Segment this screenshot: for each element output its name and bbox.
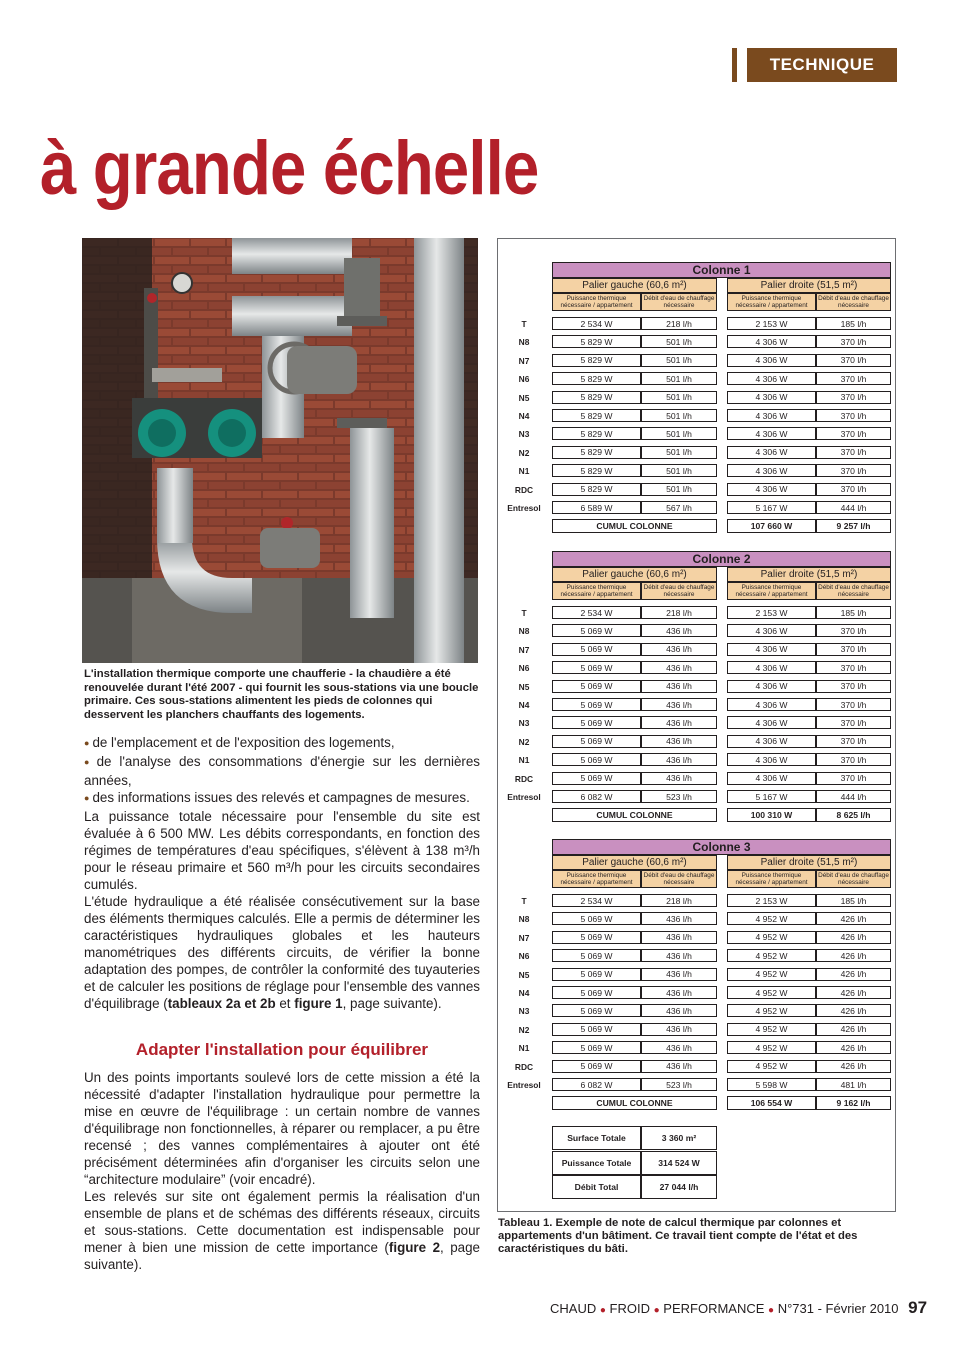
table-cell: 436 l/h	[641, 661, 717, 674]
paragraph	[84, 1188, 480, 1273]
table-cell: 4 952 W	[727, 1023, 816, 1036]
total-label: Surface Totale	[552, 1126, 641, 1150]
page-headline: à grande échelle	[40, 126, 539, 211]
row-label: N7	[518, 932, 530, 943]
body-text-block-1	[84, 734, 480, 1012]
table-cell: 5 069 W	[552, 912, 641, 925]
table-cell: 481 l/h	[816, 1078, 891, 1091]
row-label: N4	[518, 411, 530, 421]
table-cell: 5 069 W	[552, 772, 641, 785]
table-cell: 5 069 W	[552, 968, 641, 981]
sub-header: Puissance thermique nécessaire / appartement	[552, 582, 641, 600]
footer-word: PERFORMANCE	[663, 1301, 765, 1316]
paragraph-text: L'étude hydraulique a été réalisée consécutivement sur la base des éléments thermiques calculés. Elle a permis de déterminer les caractéristiques hydrauliques globales et les hauteurs manométriques des différents circuits, de vérifier la bonne adaptation des pompes, de contrôler la conformité des tuyauteries et de calculer les positions de réglage pour l'ensemble des vannes d'équilibrage (	[84, 894, 480, 1011]
row-label: N3	[518, 1006, 530, 1017]
table-cell: 436 l/h	[641, 949, 717, 962]
table-cell: 436 l/h	[641, 912, 717, 925]
table-cell: 523 l/h	[641, 1078, 717, 1091]
row-label: T	[521, 319, 527, 329]
table-cell: 5 069 W	[552, 735, 641, 748]
table-cell: 370 l/h	[816, 680, 891, 693]
table-cell: 6 082 W	[552, 790, 641, 803]
table-cell: 4 306 W	[727, 772, 816, 785]
table-cell: 5 069 W	[552, 753, 641, 766]
sub-header: Débit d'eau de chauffage nécessaire	[641, 870, 717, 888]
table-cell: 426 l/h	[816, 1041, 891, 1054]
row-label: N2	[518, 447, 530, 458]
table-cell: 370 l/h	[816, 409, 891, 422]
row-label: RDC	[514, 484, 534, 495]
cumul-puissance: 100 310 W	[727, 808, 816, 822]
table-cell: 5 069 W	[552, 931, 641, 944]
cumul-label: CUMUL COLONNE	[552, 519, 717, 533]
table-cell: 5 829 W	[552, 354, 641, 367]
table-cell: 523 l/h	[641, 790, 717, 803]
row-label: N7	[518, 355, 530, 366]
table-cell: 2 153 W	[727, 894, 816, 907]
table-cell: 370 l/h	[816, 698, 891, 711]
table-caption: Tableau 1. Exemple de note de calcul thermique par colonnes et appartements d'un bâtiment. Ce travail tient compte de l'état et des caractéristiques du bâti.	[498, 1217, 858, 1255]
table-cell: 370 l/h	[816, 643, 891, 656]
palier-right-header: Palier droite (51,5 m²)	[727, 855, 891, 870]
table-cell: 370 l/h	[816, 483, 891, 496]
table-cell: 4 306 W	[727, 680, 816, 693]
table-cell: 2 534 W	[552, 606, 641, 619]
row-label: N5	[518, 969, 530, 980]
cumul-label: CUMUL COLONNE	[552, 808, 717, 822]
table-cell: 4 306 W	[727, 354, 816, 367]
row-label: N6	[518, 374, 530, 385]
table-cell: 444 l/h	[816, 790, 891, 803]
table-cell: 4 306 W	[727, 698, 816, 711]
table-cell: 501 l/h	[641, 427, 717, 440]
table-cell: 4 952 W	[727, 1041, 816, 1054]
table-cell: 370 l/h	[816, 624, 891, 637]
cumul-debit: 8 625 l/h	[816, 808, 891, 822]
sub-header: Débit d'eau de chauffage nécessaire	[816, 293, 891, 311]
row-label: N4	[518, 988, 530, 998]
table-cell: 4 952 W	[727, 931, 816, 944]
footer-word: CHAUD	[550, 1301, 597, 1316]
table-cell: 370 l/h	[816, 446, 891, 459]
section-subheading: Adapter l'installation pour équilibrer	[135, 1040, 429, 1059]
figure-reference: figure 2	[388, 1240, 441, 1255]
table-cell: 370 l/h	[816, 716, 891, 729]
paragraph-text: , page suivante).	[84, 1240, 480, 1272]
table-cell: 2 153 W	[727, 317, 816, 330]
cumul-label: CUMUL COLONNE	[552, 1096, 717, 1110]
table-cell: 5 069 W	[552, 698, 641, 711]
table-cell: 370 l/h	[816, 661, 891, 674]
bullet-item: ● des informations issues des relevés et campagnes de mesures.	[84, 789, 480, 808]
table-cell: 4 306 W	[727, 446, 816, 459]
table-cell: 5 069 W	[552, 661, 641, 674]
table-cell: 4 952 W	[727, 986, 816, 999]
table-cell: 501 l/h	[641, 391, 717, 404]
table-cell: 501 l/h	[641, 354, 717, 367]
palier-left-header: Palier gauche (60,6 m²)	[552, 278, 717, 293]
cumul-puissance: 106 554 W	[727, 1096, 816, 1110]
table-cell: 5 069 W	[552, 643, 641, 656]
table-cell: 4 952 W	[727, 1004, 816, 1017]
table-cell: 5 069 W	[552, 986, 641, 999]
table-cell: 5 069 W	[552, 716, 641, 729]
paragraph: Un des points importants soulevé lors de cette mission a été la nécessité d'adapter l'installation hydraulique pour permettre la mise en œuvre de l'équilibrage : un certain nombre de vannes d'équilibrage non fonctionnelles, à réparer ou remplacer, a pu être recensé ; des vannes complémentaires à ajouter ont été précisément déterminées afin d'organiser les circuits selon une “architecture modulaire” (voir encadré).	[84, 1070, 480, 1187]
table-cell: 2 534 W	[552, 894, 641, 907]
table-cell: 4 306 W	[727, 661, 816, 674]
table-cell: 2 153 W	[727, 606, 816, 619]
table-cell: 5 069 W	[552, 1041, 641, 1054]
table-cell: 370 l/h	[816, 735, 891, 748]
cumul-puissance: 107 660 W	[727, 519, 816, 533]
row-label: Entresol	[507, 792, 541, 802]
table-cell: 5 069 W	[552, 680, 641, 693]
table-cell: 185 l/h	[816, 317, 891, 330]
table-cell: 5 829 W	[552, 372, 641, 385]
table-cell: 436 l/h	[641, 624, 717, 637]
table-cell: 426 l/h	[816, 931, 891, 944]
row-label: N7	[518, 644, 530, 655]
column-title: Colonne 2	[552, 551, 891, 567]
table-cell: 426 l/h	[816, 1060, 891, 1073]
body-text-block-2	[84, 1069, 480, 1273]
table-cell: 4 306 W	[727, 464, 816, 477]
table-cell: 436 l/h	[641, 1023, 717, 1036]
table-cell: 2 534 W	[552, 317, 641, 330]
column-title: Colonne 1	[552, 262, 891, 278]
section-tab: TECHNIQUE	[747, 48, 897, 82]
table-cell: 436 l/h	[641, 716, 717, 729]
row-label: N5	[518, 392, 530, 403]
table-cell: 5 069 W	[552, 1004, 641, 1017]
table-cell: 501 l/h	[641, 372, 717, 385]
palier-left-header: Palier gauche (60,6 m²)	[552, 855, 717, 870]
table-cell: 185 l/h	[816, 606, 891, 619]
table-cell: 436 l/h	[641, 968, 717, 981]
table-cell: 6 589 W	[552, 501, 641, 514]
total-label: Puissance Totale	[552, 1151, 641, 1175]
table-cell: 4 952 W	[727, 968, 816, 981]
table-cell: 370 l/h	[816, 464, 891, 477]
table-cell: 501 l/h	[641, 335, 717, 348]
table-cell: 436 l/h	[641, 1004, 717, 1017]
table-cell: 436 l/h	[641, 1060, 717, 1073]
sub-header: Puissance thermique nécessaire / appartement	[552, 293, 641, 311]
sub-header: Puissance thermique nécessaire / appartement	[552, 870, 641, 888]
table-cell: 6 082 W	[552, 1078, 641, 1091]
table-reference: tableaux 2a et 2b	[167, 996, 276, 1011]
table-cell: 567 l/h	[641, 501, 717, 514]
table-cell: 426 l/h	[816, 968, 891, 981]
table-cell: 4 306 W	[727, 624, 816, 637]
table-cell: 370 l/h	[816, 335, 891, 348]
table-cell: 4 952 W	[727, 949, 816, 962]
table-cell: 218 l/h	[641, 317, 717, 330]
table-cell: 4 306 W	[727, 427, 816, 440]
table-cell: 426 l/h	[816, 1004, 891, 1017]
paragraph	[84, 893, 480, 1012]
table-cell: 501 l/h	[641, 446, 717, 459]
bullet-dot-icon: ●	[599, 1305, 606, 1316]
table-cell: 426 l/h	[816, 949, 891, 962]
table-cell: 4 306 W	[727, 753, 816, 766]
row-label: N6	[518, 663, 530, 674]
bullet-item: ● de l'emplacement et de l'exposition des logements,	[84, 734, 480, 753]
sub-header: Puissance thermique nécessaire / appartement	[727, 870, 816, 888]
table-cell: 5 829 W	[552, 464, 641, 477]
table-cell: 4 306 W	[727, 391, 816, 404]
table-cell: 426 l/h	[816, 1023, 891, 1036]
table-cell: 436 l/h	[641, 735, 717, 748]
table-cell: 5 829 W	[552, 335, 641, 348]
row-label: T	[521, 896, 527, 906]
paragraph-text: , page suivante).	[342, 996, 442, 1011]
cumul-debit: 9 162 l/h	[816, 1096, 891, 1110]
table-cell: 436 l/h	[641, 772, 717, 785]
boiler-room-photo	[82, 238, 478, 663]
table-cell: 5 167 W	[727, 790, 816, 803]
row-label: N5	[518, 681, 530, 692]
table-cell: 218 l/h	[641, 894, 717, 907]
bullet-dot-icon: ●	[653, 1305, 660, 1316]
total-value: 3 360 m²	[641, 1126, 717, 1150]
table-cell: 436 l/h	[641, 680, 717, 693]
page-footer	[550, 1298, 928, 1318]
table-cell: 426 l/h	[816, 986, 891, 999]
row-label: Entresol	[507, 1080, 541, 1090]
row-label: N4	[518, 700, 530, 710]
paragraph: La puissance totale nécessaire pour l'ensemble du site est évaluée à 6 500 MW. Les débits correspondants, en fonction des régimes de températures d'eau spécifiques, s'élèvent à 138 m³/h pour le réseau primaire et 560 m³/h pour les circuits secondaires cumulés.	[84, 809, 480, 892]
table-cell: 370 l/h	[816, 372, 891, 385]
table-cell: 501 l/h	[641, 409, 717, 422]
row-label: N1	[518, 466, 530, 477]
bullet-dot-icon: ●	[768, 1305, 775, 1316]
table-cell: 426 l/h	[816, 912, 891, 925]
table-cell: 4 952 W	[727, 1060, 816, 1073]
table-cell: 5 167 W	[727, 501, 816, 514]
sub-header: Puissance thermique nécessaire / appartement	[727, 582, 816, 600]
sub-header: Débit d'eau de chauffage nécessaire	[641, 293, 717, 311]
sub-header: Débit d'eau de chauffage nécessaire	[641, 582, 717, 600]
cumul-debit: 9 257 l/h	[816, 519, 891, 533]
table-cell: 370 l/h	[816, 753, 891, 766]
row-label: N3	[518, 429, 530, 440]
paragraph-text: et	[275, 996, 295, 1011]
table-cell: 370 l/h	[816, 354, 891, 367]
row-label: Entresol	[507, 503, 541, 513]
bullet-item: ● de l'analyse des consommations d'énergie sur les dernières années,	[84, 753, 480, 789]
table-cell: 5 069 W	[552, 1060, 641, 1073]
total-label: Débit Total	[552, 1175, 641, 1199]
table-cell: 4 306 W	[727, 483, 816, 496]
table-cell: 4 306 W	[727, 335, 816, 348]
table-cell: 5 598 W	[727, 1078, 816, 1091]
palier-right-header: Palier droite (51,5 m²)	[727, 567, 891, 582]
row-label: N3	[518, 718, 530, 729]
row-label: N8	[518, 626, 530, 637]
table-cell: 370 l/h	[816, 391, 891, 404]
table-cell: 436 l/h	[641, 698, 717, 711]
table-cell: 501 l/h	[641, 483, 717, 496]
table-cell: 4 306 W	[727, 372, 816, 385]
table-cell: 370 l/h	[816, 427, 891, 440]
table-cell: 5 829 W	[552, 446, 641, 459]
table-cell: 444 l/h	[816, 501, 891, 514]
issue-info: N°731 - Février 2010	[777, 1301, 899, 1316]
table-cell: 436 l/h	[641, 1041, 717, 1054]
sub-header: Débit d'eau de chauffage nécessaire	[816, 870, 891, 888]
section-tab-bar	[732, 48, 737, 82]
figure-reference: figure 1	[294, 996, 343, 1011]
row-label: N6	[518, 951, 530, 962]
sub-header: Débit d'eau de chauffage nécessaire	[816, 582, 891, 600]
table-cell: 5 829 W	[552, 427, 641, 440]
total-value: 314 524 W	[641, 1151, 717, 1175]
table-cell: 218 l/h	[641, 606, 717, 619]
table-cell: 436 l/h	[641, 643, 717, 656]
table-cell: 4 306 W	[727, 735, 816, 748]
column-title: Colonne 3	[552, 839, 891, 855]
row-label: T	[521, 608, 527, 618]
photo-caption: L'installation thermique comporte une chaufferie - la chaudière a été renouvelée durant l'été 2007 - qui fournit les sous-stations via une boucle primaire. Ces sous-stations alimentent les pieds de colonnes qui desservent les planchers chauffants des logements.	[84, 668, 479, 721]
table-cell: 5 829 W	[552, 483, 641, 496]
row-label: N8	[518, 337, 530, 348]
table-cell: 4 952 W	[727, 912, 816, 925]
paragraph-text: Les relevés sur site ont également permis la réalisation d'un ensemble de plans et de schémas des différents réseaux, circuits et sous-stations. Cette documentation est indispensable pour mener à bien une mission de cette importance (	[84, 1189, 480, 1255]
palier-left-header: Palier gauche (60,6 m²)	[552, 567, 717, 582]
table-cell: 185 l/h	[816, 894, 891, 907]
table-cell: 4 306 W	[727, 409, 816, 422]
row-label: N1	[518, 1043, 530, 1054]
row-label: N2	[518, 1024, 530, 1035]
row-label: N1	[518, 755, 530, 766]
row-label: N8	[518, 914, 530, 925]
table-cell: 436 l/h	[641, 986, 717, 999]
page-number: 97	[908, 1298, 928, 1317]
table-cell: 5 829 W	[552, 391, 641, 404]
row-label: N2	[518, 736, 530, 747]
table-cell: 5 069 W	[552, 624, 641, 637]
footer-word: FROID	[609, 1301, 650, 1316]
table-cell: 436 l/h	[641, 753, 717, 766]
table-cell: 5 829 W	[552, 409, 641, 422]
palier-right-header: Palier droite (51,5 m²)	[727, 278, 891, 293]
table-cell: 4 306 W	[727, 643, 816, 656]
table-cell: 4 306 W	[727, 716, 816, 729]
table-cell: 501 l/h	[641, 464, 717, 477]
table-cell: 5 069 W	[552, 949, 641, 962]
total-value: 27 044 l/h	[641, 1175, 717, 1199]
row-label: RDC	[514, 1061, 534, 1072]
row-label: RDC	[514, 773, 534, 784]
table-cell: 370 l/h	[816, 772, 891, 785]
sub-header: Puissance thermique nécessaire / appartement	[727, 293, 816, 311]
table-cell: 436 l/h	[641, 931, 717, 944]
table-cell: 5 069 W	[552, 1023, 641, 1036]
